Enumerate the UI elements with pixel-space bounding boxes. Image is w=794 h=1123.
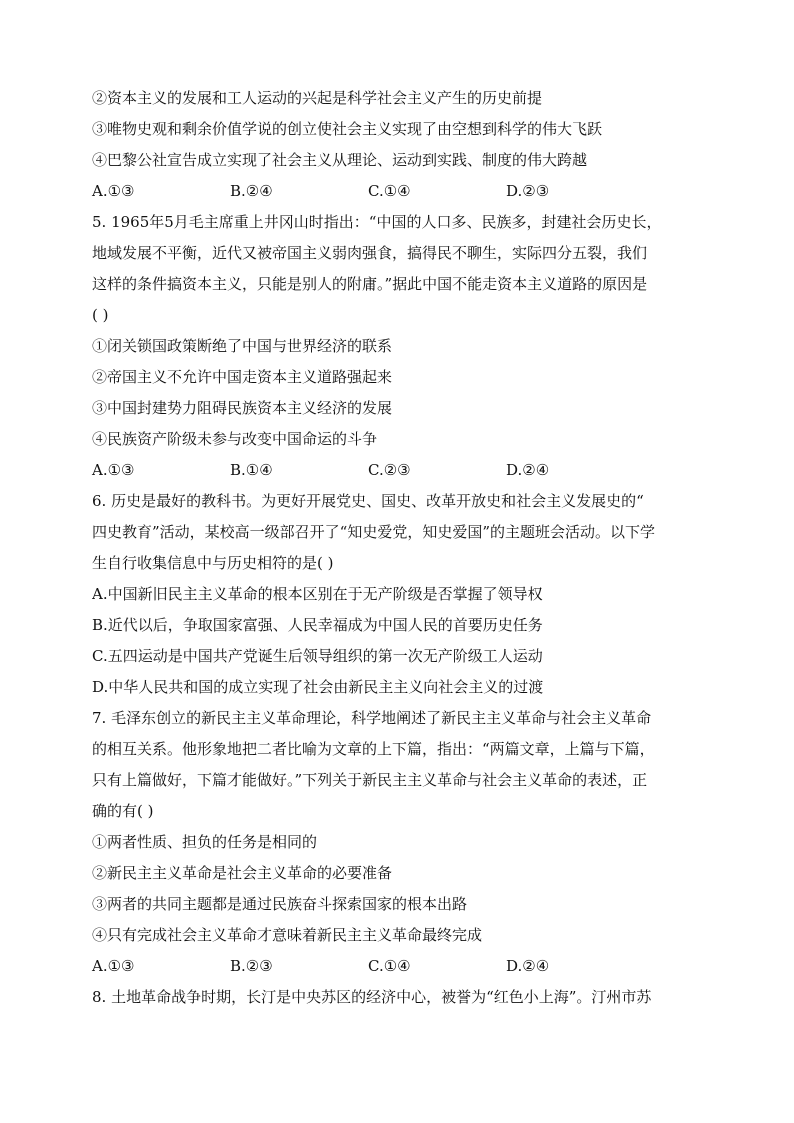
question-stem-line: 确的有( ) <box>92 802 154 820</box>
choice-b: B.近代以后，争取国家富强、人民幸福成为中国人民的首要历史任务 <box>92 616 543 634</box>
option-b: B.②④ <box>230 182 273 200</box>
option-d: D.②③ <box>506 182 550 200</box>
statement-item: ③两者的共同主题都是通过民族奋斗探索国家的根本出路 <box>92 895 468 913</box>
option-c: C.①④ <box>368 957 411 975</box>
question-8 <box>92 987 704 1018</box>
statement-item: ②帝国主义不允许中国走资本主义道路强起来 <box>92 368 393 386</box>
question-stem-line: 7. 毛泽东创立的新民主主义革命理论，科学地阐述了新民主主义革命与社会主义革命 <box>92 709 652 727</box>
answer-options <box>92 460 704 491</box>
question-stem-line: 生自行收集信息中与历史相符的是( ) <box>92 554 334 572</box>
option-c: C.①④ <box>368 182 411 200</box>
question-stem-line: 只有上篇做好，下篇才能做好。”下列关于新民主主义革命与社会主义革命的表述，正 <box>92 771 648 789</box>
question-stem-line: 地域发展不平衡，近代又被帝国主义弱肉强食，搞得民不聊生，实际四分五裂，我们 <box>92 244 648 262</box>
choice-d: D.中华人民共和国的成立实现了社会由新民主主义向社会主义的过渡 <box>92 678 544 696</box>
option-c: C.②③ <box>368 461 411 479</box>
question-stem-line: ( ) <box>92 306 109 324</box>
question-stem-line: 8. 土地革命战争时期，长汀是中央苏区的经济中心，被誉为“红色小上海”。汀州市苏 <box>92 988 652 1006</box>
answer-options <box>92 181 704 212</box>
option-a: A.①③ <box>92 182 135 200</box>
question-stem-line: 6. 历史是最好的教科书。为更好开展党史、国史、改革开放史和社会主义发展史的“ <box>92 492 644 510</box>
statement-item: ④巴黎公社宣告成立实现了社会主义从理论、运动到实践、制度的伟大跨越 <box>92 151 588 169</box>
question-7 <box>92 708 704 987</box>
question-6 <box>92 491 704 708</box>
choice-c: C.五四运动是中国共产党诞生后领导组织的第一次无产阶级工人运动 <box>92 647 543 665</box>
option-d: D.②④ <box>506 461 550 479</box>
statement-item: ①两者性质、担负的任务是相同的 <box>92 833 318 851</box>
statement-item: ①闭关锁国政策断绝了中国与世界经济的联系 <box>92 337 393 355</box>
option-a: A.①③ <box>92 461 135 479</box>
statement-item: ②资本主义的发展和工人运动的兴起是科学社会主义产生的历史前提 <box>92 89 543 107</box>
question-4-tail <box>92 88 704 212</box>
statement-item: ④只有完成社会主义革命才意味着新民主主义革命最终完成 <box>92 926 483 944</box>
option-a: A.①③ <box>92 957 135 975</box>
option-b: B.②③ <box>230 957 273 975</box>
option-b: B.①④ <box>230 461 273 479</box>
option-d: D.②④ <box>506 957 550 975</box>
question-stem-line: 5. 1965年5月毛主席重上井冈山时指出：“中国的人口多、民族多，封建社会历史长， <box>92 213 662 231</box>
question-stem-line: 四史教育”活动，某校高一级部召开了“知史爱党，知史爱国”的主题班会活动。以下学 <box>92 523 656 541</box>
question-5 <box>92 212 704 491</box>
answer-options <box>92 956 704 987</box>
statement-item: ③唯物史观和剩余价值学说的创立使社会主义实现了由空想到科学的伟大飞跃 <box>92 120 603 138</box>
choice-a: A.中国新旧民主主义革命的根本区别在于无产阶级是否掌握了领导权 <box>92 585 543 603</box>
question-stem-line: 这样的条件搞资本主义，只能是别人的附庸。”据此中国不能走资本主义道路的原因是 <box>92 275 648 293</box>
statement-item: ④民族资产阶级未参与改变中国命运的斗争 <box>92 430 378 448</box>
statement-item: ②新民主主义革命是社会主义革命的必要准备 <box>92 864 393 882</box>
question-stem-line: 的相互关系。他形象地把二者比喻为文章的上下篇，指出：“两篇文章，上篇与下篇， <box>92 740 655 758</box>
statement-item: ③中国封建势力阻碍民族资本主义经济的发展 <box>92 399 393 417</box>
exam-page <box>92 88 704 1018</box>
